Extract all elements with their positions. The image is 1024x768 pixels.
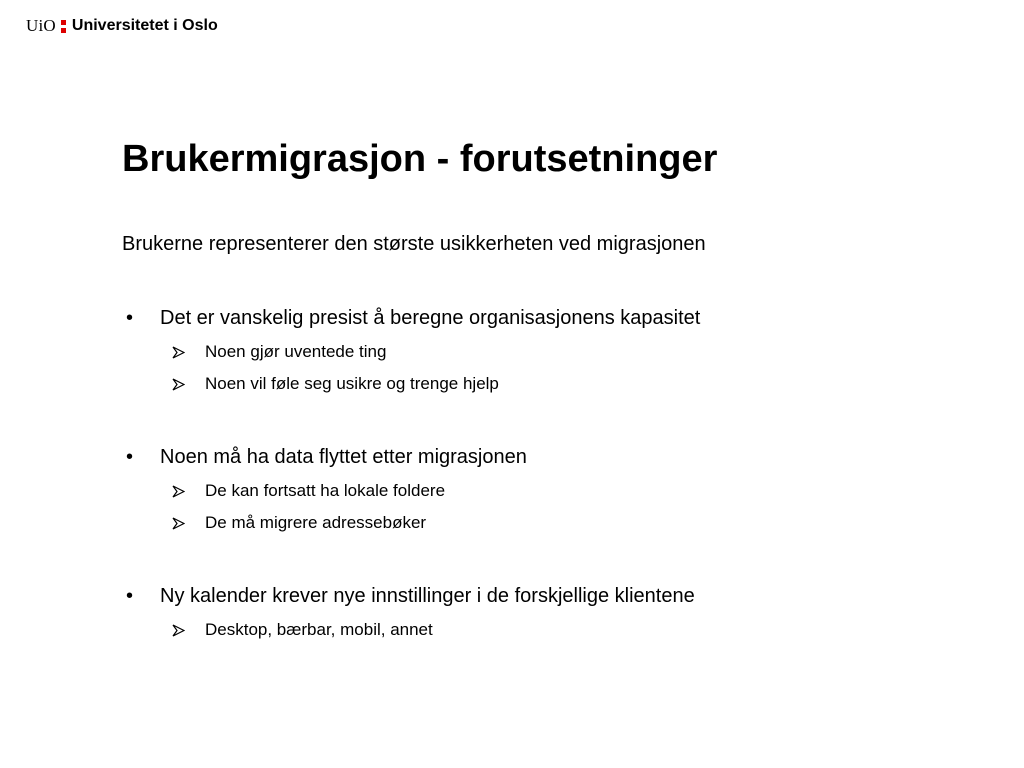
bullet-item (122, 444, 527, 470)
sub-bullet-item (172, 619, 433, 641)
arrow-bullet-icon (172, 346, 205, 359)
arrow-bullet-icon (172, 378, 205, 391)
sub-bullet-item (172, 373, 499, 395)
logo-abbrev: UiO (26, 16, 56, 35)
sub-bullet-item (172, 341, 386, 363)
bullet-item (122, 583, 695, 609)
sub-bullet-item (172, 480, 445, 502)
sub-bullet-text: De må migrere adressebøker (205, 513, 427, 532)
sub-bullet-text: Noen vil føle seg usikre og trenge hjelp (205, 374, 499, 393)
logo-mark-icon (61, 20, 66, 33)
bullet-text: Det er vanskelig presist å beregne organisasjonens kapasitet (160, 307, 701, 329)
arrow-bullet-icon (172, 624, 205, 637)
arrow-bullet-icon (172, 517, 205, 530)
bullet-dot-icon: • (126, 585, 134, 607)
sub-bullet-text: Desktop, bærbar, mobil, annet (205, 620, 433, 639)
bullet-text: Noen må ha data flyttet etter migrasjonen (160, 446, 527, 468)
slide-subtitle: Brukerne representerer den største usikkerheten ved migrasjonen (122, 233, 706, 255)
bullet-dot-icon: • (126, 307, 134, 329)
uio-logo (26, 15, 218, 37)
logo-name: Universitetet i Oslo (71, 17, 218, 34)
sub-bullet-text: De kan fortsatt ha lokale foldere (205, 481, 446, 500)
sub-bullet-text: Noen gjør uventede ting (205, 342, 387, 361)
bullet-dot-icon: • (126, 446, 134, 468)
arrow-bullet-icon (172, 485, 205, 498)
bullet-text: Ny kalender krever nye innstillinger i de forskjellige klientene (160, 585, 695, 607)
sub-bullet-item (172, 512, 426, 534)
bullet-item (122, 305, 700, 331)
slide-title: Brukermigrasjon - forutsetninger (122, 138, 718, 180)
